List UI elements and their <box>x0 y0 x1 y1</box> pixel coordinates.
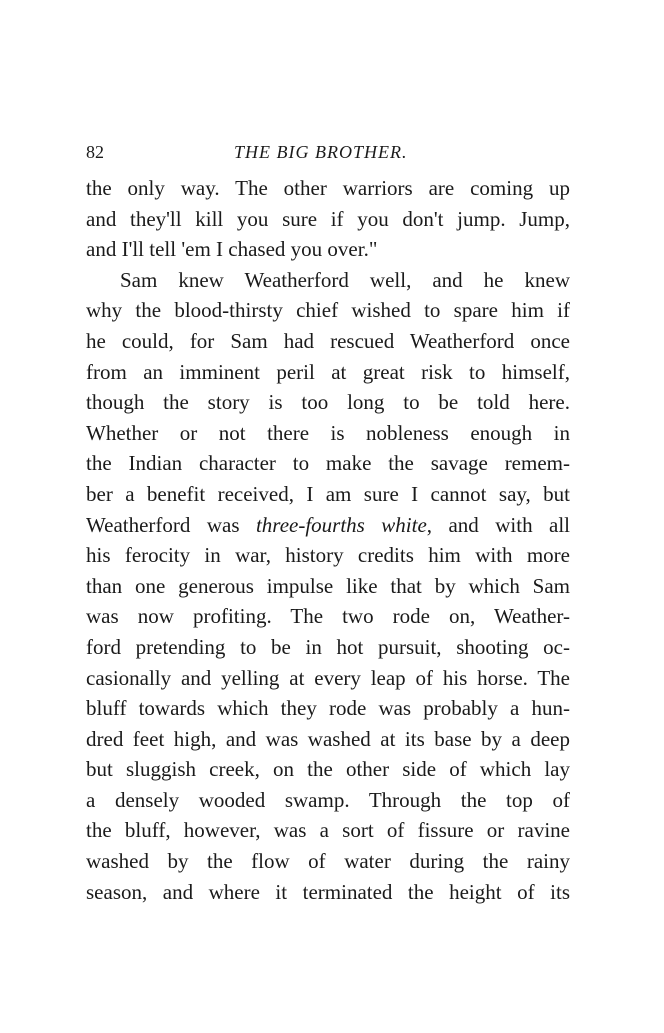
text-line: he could, for Sam had rescued Weatherford once <box>86 328 570 353</box>
text-line-with-italic <box>86 510 570 541</box>
running-title: THE BIG BROTHER. <box>234 142 408 162</box>
text-line: why the blood-thirsty chief wished to spare him if <box>86 298 570 323</box>
text-line: and they'll kill you sure if you don't jump. Jump, <box>86 206 570 231</box>
text-line: from an imminent peril at great risk to himself, <box>86 359 570 384</box>
text-line: but sluggish creek, on the other side of which lay <box>86 757 570 782</box>
text-line: and I'll tell 'em I chased you over." <box>86 237 378 262</box>
body-text <box>86 173 570 907</box>
text-line: was now profiting. The two rode on, Weather- <box>86 604 570 629</box>
text-line: washed by the flow of water during the rainy <box>86 849 570 874</box>
running-head <box>86 140 570 164</box>
text-line: Whether or not there is nobleness enough in <box>86 420 570 445</box>
text-line: his ferocity in war, history credits him with more <box>86 543 570 568</box>
page-number: 82 <box>86 142 104 162</box>
text-segment: Weatherford was <box>86 512 256 537</box>
text-line: though the story is too long to be told here. <box>86 390 570 415</box>
text-line: a densely wooded swamp. Through the top of <box>86 787 570 812</box>
text-line: Sam knew Weatherford well, and he knew <box>120 267 570 292</box>
text-line: season, and where it terminated the height of its <box>86 879 570 904</box>
text-line: casionally and yelling at every leap of his horse. The <box>86 665 570 690</box>
text-line: the Indian character to make the savage remem- <box>86 451 570 476</box>
text-line: ber a benefit received, I am sure I cannot say, but <box>86 481 570 506</box>
text-line: than one generous impulse like that by which Sam <box>86 573 570 598</box>
text-line: ford pretending to be in hot pursuit, shooting oc- <box>86 634 570 659</box>
text-segment: , and with all <box>426 512 571 537</box>
text-line: dred feet high, and was washed at its base by a deep <box>86 726 570 751</box>
italic-phrase: three-fourths white <box>255 512 427 537</box>
text-line: the only way. The other warriors are coming up <box>86 176 570 200</box>
text-line: the bluff, however, was a sort of fissure or ravine <box>86 818 570 843</box>
text-line: bluff towards which they rode was probably a hun- <box>86 696 570 721</box>
